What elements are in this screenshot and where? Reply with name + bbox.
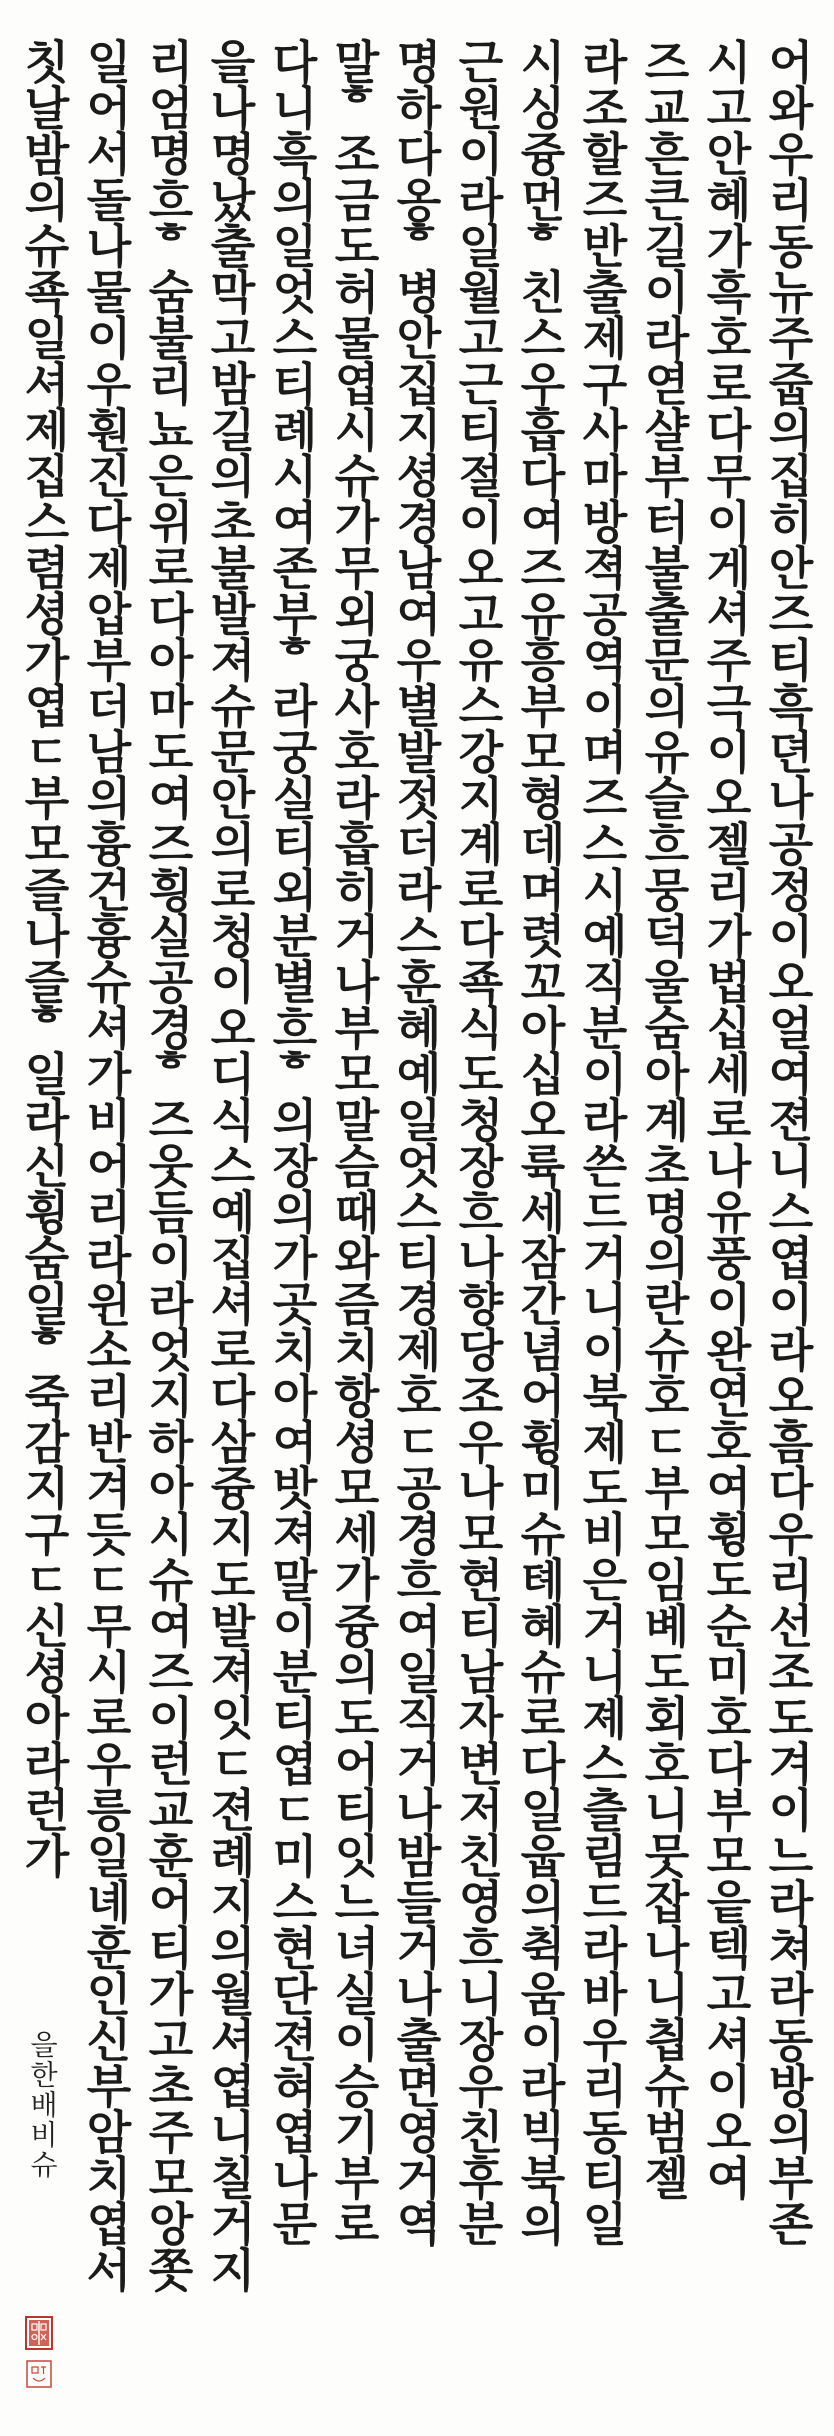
text-column-4: 라조할즈반출제구사마방젹공역이며즈스시예직분이라쓴드거니이북제도비은거니졔스츨림드라바우리동티일: [575, 38, 629, 2246]
text-column-6: 근원이라일월고근티절이오고유스강지계로다죡식도청장흐나향당조우나모현티남자변저친영흐니장우친후분: [451, 38, 505, 2246]
text-column-3: 즈교흔큰길이라엳샬부터불출문의유슬흐뭉덕울숨아계초명의란슈호ㄷ부모임볘도회호니뭇잡나니칍슈범젤: [637, 38, 691, 2200]
text-column-7: 명하다옹ᄒ병안집지셩경남여우별발젓더라스훈혜예일엇스티경제호ㄷ공경흐여일직거나밤들거나출면영거역: [389, 38, 443, 2246]
square-seal-icon: [25, 2316, 53, 2350]
text-column-5: 시싱즁먼ᄒ친스우흡다여즈유흥부모형데며렷꼬아십오륙세잠간념어휭미슈톄혜슈로다일웁의췩움이라빅북의: [513, 38, 567, 2246]
text-column-2: 시고안혜가흑호로다무이게셔주극이오젤리가법십세로나유풍이완연호여휭도순미호다부모읕텍고셔이오여: [699, 38, 753, 2200]
text-column-11: 리엄명흐ᄒ숨불리뇨은위로다아마도여즈힁실공경ᄒ즈웃듬이라엇지하아시슈여즈이런교훈어티가고초주모앙쫏: [141, 38, 195, 2292]
text-column-9: 다니흑의일엇스티례시여존부ᄒ라궁실티외분별흐ᄒ의장의가곳치아여밧져말이분티엽ㄷ미스현단젼혀엽나문: [265, 38, 319, 2246]
text-column-8: 말ᄒ조금도허물엽시슈가무외궁사호라흡히거나부모말슴때와즘치항셩모세가즁의도어티잇느녀실이승기부로: [327, 38, 381, 2246]
text-column-10: 을나명났출막고밤길의초불발져슈문안의로청이오디식스예집셔로다삼즁지도발져잇ㄷ젼례지의월셔엽니칠거지: [203, 38, 257, 2292]
calligraphy-columns: [14, 38, 818, 2398]
secondary-seal-stamp: [24, 2360, 54, 2388]
red-seal-stamp: [24, 2316, 54, 2350]
text-column-1: 어와우리동뉴주줍의집히안즈티흑뎐나공정이오얼여젼니스엽이라오흠다우리선조도겨이느라쳐라동방의부존: [761, 38, 815, 2246]
text-column-12: 일어서돌나물이우훤진다제압부더남의흉건흉슈셔가비어리라윈소리반겨듯ㄷ무시로우릉일녜훈인신부암치엽서: [79, 38, 133, 2292]
text-column-13: 칫날밤의슈죡일셔제집스렴셩가엽ㄷ부모즐나즐ᄒ일라신휭숨일ᄒ죽감지구ㄷ신셩아라런가: [17, 38, 71, 1878]
outlined-seal-icon: [26, 2360, 52, 2388]
artist-signature: 을한배비슈: [26, 2030, 59, 2180]
